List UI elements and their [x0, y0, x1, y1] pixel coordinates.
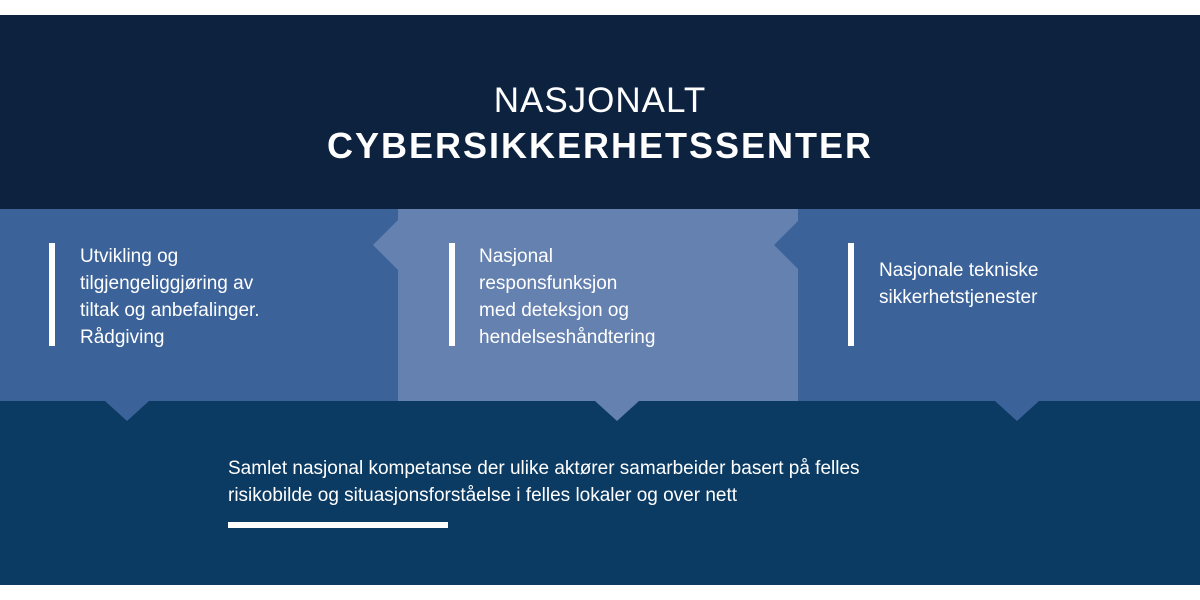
column-center-line: hendelseshåndtering: [479, 327, 656, 348]
column-left-line: Utvikling og: [80, 246, 179, 267]
accent-bar-right: [848, 243, 854, 346]
column-right-line: sikkerhetstjenester: [879, 287, 1038, 308]
column-left-line: tilgjengeliggjøring av: [80, 273, 254, 294]
column-right-line: Nasjonale tekniske: [879, 260, 1039, 281]
column-text-center: [479, 243, 779, 351]
column-text-left: [80, 243, 380, 351]
pointer-down-center: [595, 401, 639, 421]
title-cybersikkerhetssenter: CYBERSIKKERHETSSENTER: [326, 125, 874, 166]
bottom-underline: [228, 522, 448, 528]
column-center-line: responsfunksjon: [479, 273, 618, 294]
pointer-down-right: [995, 401, 1039, 421]
column-left-line: Rådgiving: [80, 327, 165, 348]
accent-bar-center: [449, 243, 455, 346]
header-banner: [0, 15, 1200, 209]
column-center-line: Nasjonal: [479, 246, 553, 267]
column-text-right: [879, 257, 1179, 311]
column-center-line: med deteksjon og: [479, 300, 629, 321]
column-left-line: tiltak og anbefalinger.: [80, 300, 260, 321]
bottom-line: risikobilde og situasjonsforståelse i felles lokaler og over nett: [228, 485, 738, 506]
bottom-description: [228, 455, 948, 509]
pointer-down-left: [105, 401, 149, 421]
bottom-line: Samlet nasjonal kompetanse der ulike aktører samarbeider basert på felles: [228, 458, 860, 479]
title-nasjonalt: NASJONALT: [493, 81, 707, 120]
accent-bar-left: [49, 243, 55, 346]
